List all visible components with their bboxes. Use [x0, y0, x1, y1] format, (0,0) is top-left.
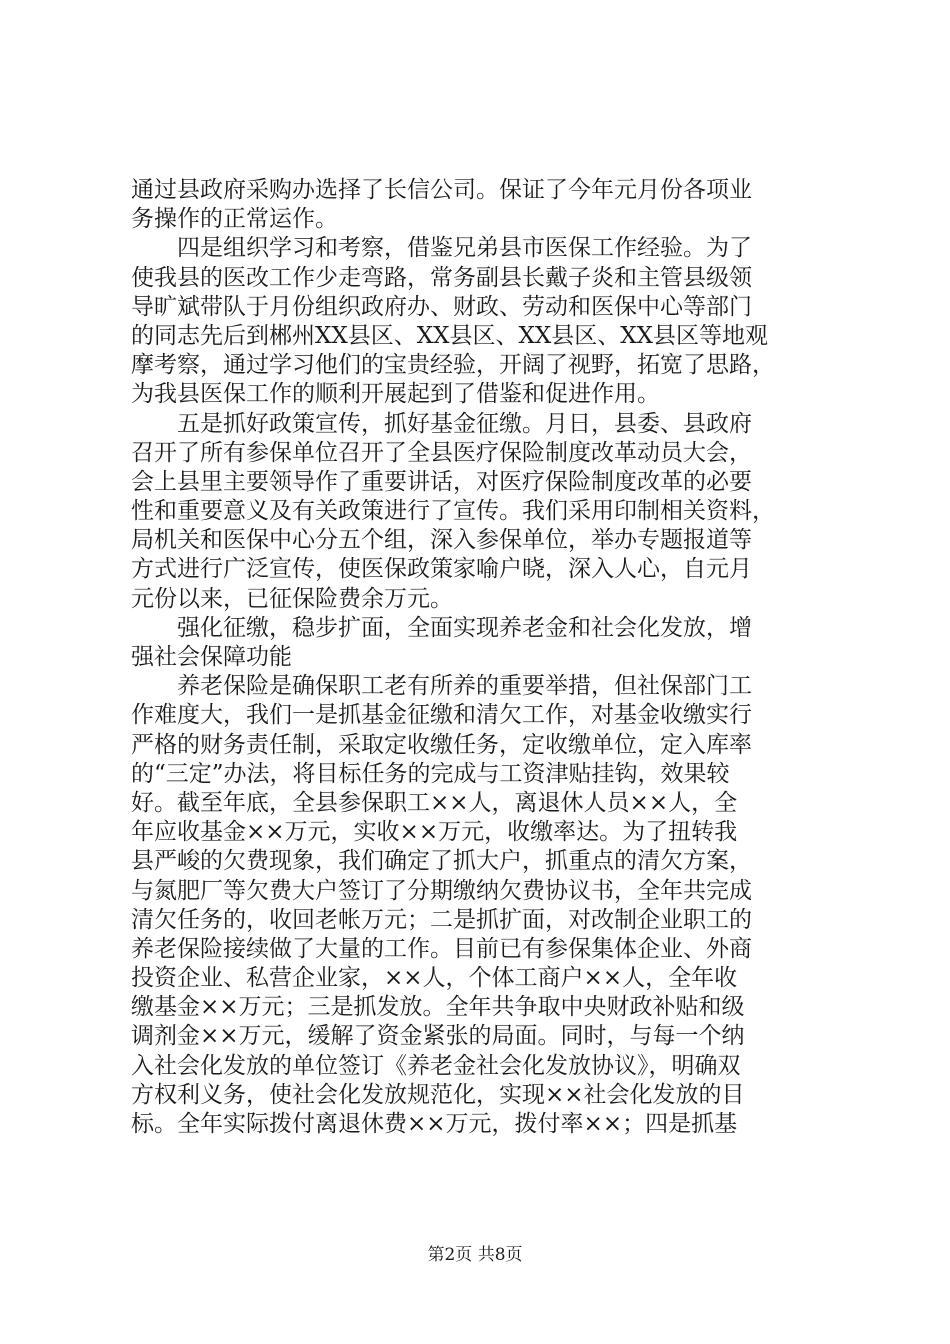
- text-line: 性和重要意义及有关政策进行了宣传。我们采用印制相关资料，: [131, 498, 775, 525]
- text-line: 使我县的医改工作少走弯路，常务副县长戴子炎和主管县级领: [131, 264, 752, 291]
- text-line: 严格的财务责任制，采取定收缴任务，定收缴单位，定入库率: [131, 731, 752, 758]
- text-line: 强化征缴，稳步扩面，全面实现养老金和社会化发放，增: [177, 614, 752, 641]
- document-body: [131, 176, 831, 1139]
- text-line: 调剂金××万元，缓解了资金紧张的局面。同时，与每一个纳: [131, 1023, 745, 1050]
- text-line: 养老保险是确保职工老有所养的重要举措，但社保部门工: [177, 673, 752, 700]
- text-line: 的“三定”办法，将目标任务的完成与工资津贴挂钩，效果较: [131, 760, 730, 787]
- text-line: 与氮肥厂等欠费大户签订了分期缴纳欠费协议书，全年共完成: [131, 877, 752, 904]
- text-line: 清欠任务的，收回老帐万元；二是抓扩面，对改制企业职工的: [131, 906, 752, 933]
- text-line: 年应收基金××万元，实收××万元，收缴率达。为了扭转我: [131, 819, 738, 846]
- text-line: 摩考察，通过学习他们的宝贵经验，开阔了视野，拓宽了思路，: [131, 352, 775, 379]
- text-line: 五是抓好政策宣传，抓好基金征缴。月日，县委、县政府: [177, 410, 752, 437]
- text-line: 四是组织学习和考察，借鉴兄弟县市医保工作经验。为了: [177, 235, 752, 262]
- text-line: 方式进行广泛宣传，使医保政策家喻户晓，深入人心，自元月: [131, 556, 752, 583]
- text-line: 入社会化发放的单位签订《养老金社会化发放协议》，明确双: [131, 1052, 741, 1079]
- text-line: 会上县里主要领导作了重要讲话，对医疗保险制度改革的必要: [131, 468, 752, 495]
- text-line: 县严峻的欠费现象，我们确定了抓大户，抓重点的清欠方案，: [131, 848, 752, 875]
- text-line: 养老保险接续做了大量的工作。目前已有参保集体企业、外商: [131, 935, 752, 962]
- text-line: 的同志先后到郴州XX县区、XX县区、XX县区、XX县区等地观: [131, 322, 768, 349]
- text-line: 好。截至年底，全县参保职工××人，离退休人员××人，全: [131, 789, 738, 816]
- text-line: 缴基金××万元；三是抓发放。全年共争取中央财政补贴和级: [131, 994, 745, 1021]
- text-line: 召开了所有参保单位召开了全县医疗保险制度改革动员大会，: [131, 439, 752, 466]
- text-line: 为我县医保工作的顺利开展起到了借鉴和促进作用。: [131, 381, 660, 408]
- text-line: 投资企业、私营企业家，××人，个体工商户××人，全年收: [131, 965, 738, 992]
- text-line: 强社会保障功能: [131, 644, 292, 670]
- text-line: 务操作的正常运作。: [131, 206, 338, 233]
- text-line: 局机关和医保中心分五个组，深入参保单位，举办专题报道等: [131, 527, 752, 554]
- text-line: 通过县政府采购办选择了长信公司。保证了今年元月份各项业: [131, 177, 752, 203]
- text-line: 导旷斌带队于月份组织政府办、财政、劳动和医保中心等部门: [131, 293, 752, 320]
- page-footer: 第2页 共8页: [427, 1245, 523, 1265]
- text-line: 作难度大，我们一是抓基金征缴和清欠工作，对基金收缴实行: [131, 702, 752, 729]
- text-line: 方权利义务，使社会化发放规范化，实现××社会化发放的目: [131, 1081, 745, 1108]
- text-line: 标。全年实际拨付离退休费××万元，拨付率××；四是抓基: [131, 1111, 738, 1137]
- text-line: 元份以来，已征保险费余万元。: [131, 585, 453, 612]
